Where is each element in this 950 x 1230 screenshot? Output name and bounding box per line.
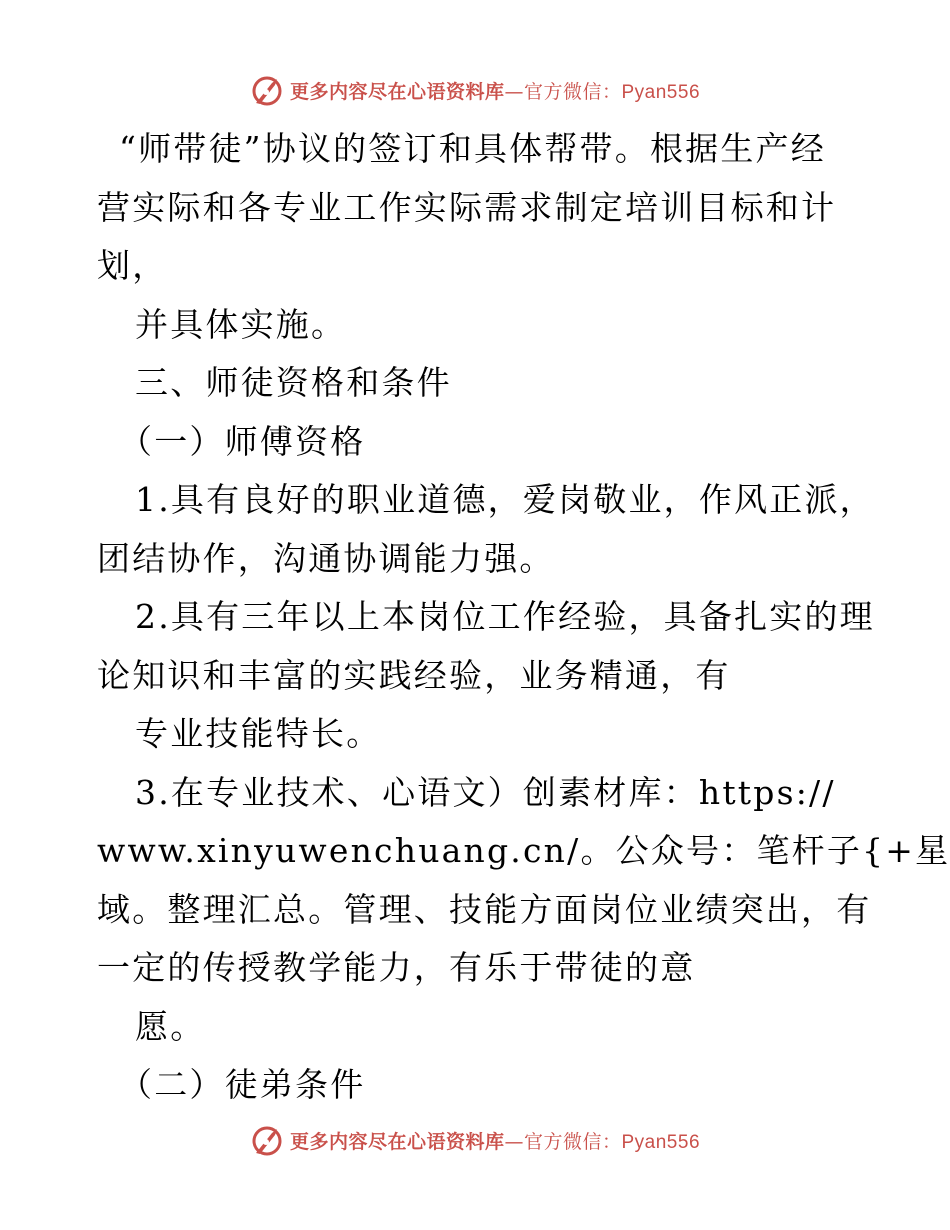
watermark-handle: Pyan556 xyxy=(621,1131,701,1153)
paragraph-line: 论知识和丰富的实践经验，业务精通，有 xyxy=(97,655,731,695)
header-watermark xyxy=(0,70,950,110)
paragraph-line: 专业技能特长。 xyxy=(135,714,382,753)
paragraph-line: www.xinyuwenchuang.cn/。公众号：笔杆子{+星 xyxy=(97,831,950,870)
pen-logo-icon xyxy=(250,73,284,107)
paragraph-line: 愿。 xyxy=(135,1006,206,1046)
paragraph-line: （二）徒弟条件 xyxy=(119,1065,366,1104)
paragraph-line: 并具体实施。 xyxy=(135,304,347,344)
paragraph-line: 一定的传授教学能力，有乐于带徒的意 xyxy=(97,948,696,987)
paragraph-line: “师带徒”协议的签订和具体帮带。根据生产经 xyxy=(119,129,826,168)
watermark-contact-label: 官方微信： xyxy=(523,80,622,103)
watermark-dash: — xyxy=(504,1130,524,1153)
paragraph-line: （一）师傅资格 xyxy=(119,421,366,461)
paragraph-line: 团结协作，沟通协调能力强。 xyxy=(97,538,555,578)
paragraph-line: 2.具有三年以上本岗位工作经验，具备扎实的理 xyxy=(135,597,875,636)
watermark-brand: 更多内容尽在心语资料库 xyxy=(289,1130,505,1153)
document-body xyxy=(97,120,950,1115)
paragraph-line: 3.在专业技术、心语文）创素材库：https:// xyxy=(135,772,836,812)
watermark-text xyxy=(290,1127,700,1154)
watermark-handle: Pyan556 xyxy=(621,81,701,103)
paragraph-line: 营实际和各专业工作实际需求制定培训目标和计 xyxy=(97,187,837,227)
watermark-dash: — xyxy=(504,80,524,103)
paragraph-line: 划， xyxy=(97,246,168,285)
footer-watermark xyxy=(0,1120,950,1160)
watermark-contact-label: 官方微信： xyxy=(523,1130,622,1153)
watermark-text xyxy=(290,77,700,104)
paragraph-line: 三、师徒资格和条件 xyxy=(135,363,452,402)
watermark-brand: 更多内容尽在心语资料库 xyxy=(289,80,505,103)
pen-logo-icon xyxy=(250,1123,284,1157)
paragraph-line: 1.具有良好的职业道德，爱岗敬业，作风正派， xyxy=(135,480,875,519)
paragraph-line: 域。整理汇总。管理、技能方面岗位业绩突出，有 xyxy=(97,889,872,929)
